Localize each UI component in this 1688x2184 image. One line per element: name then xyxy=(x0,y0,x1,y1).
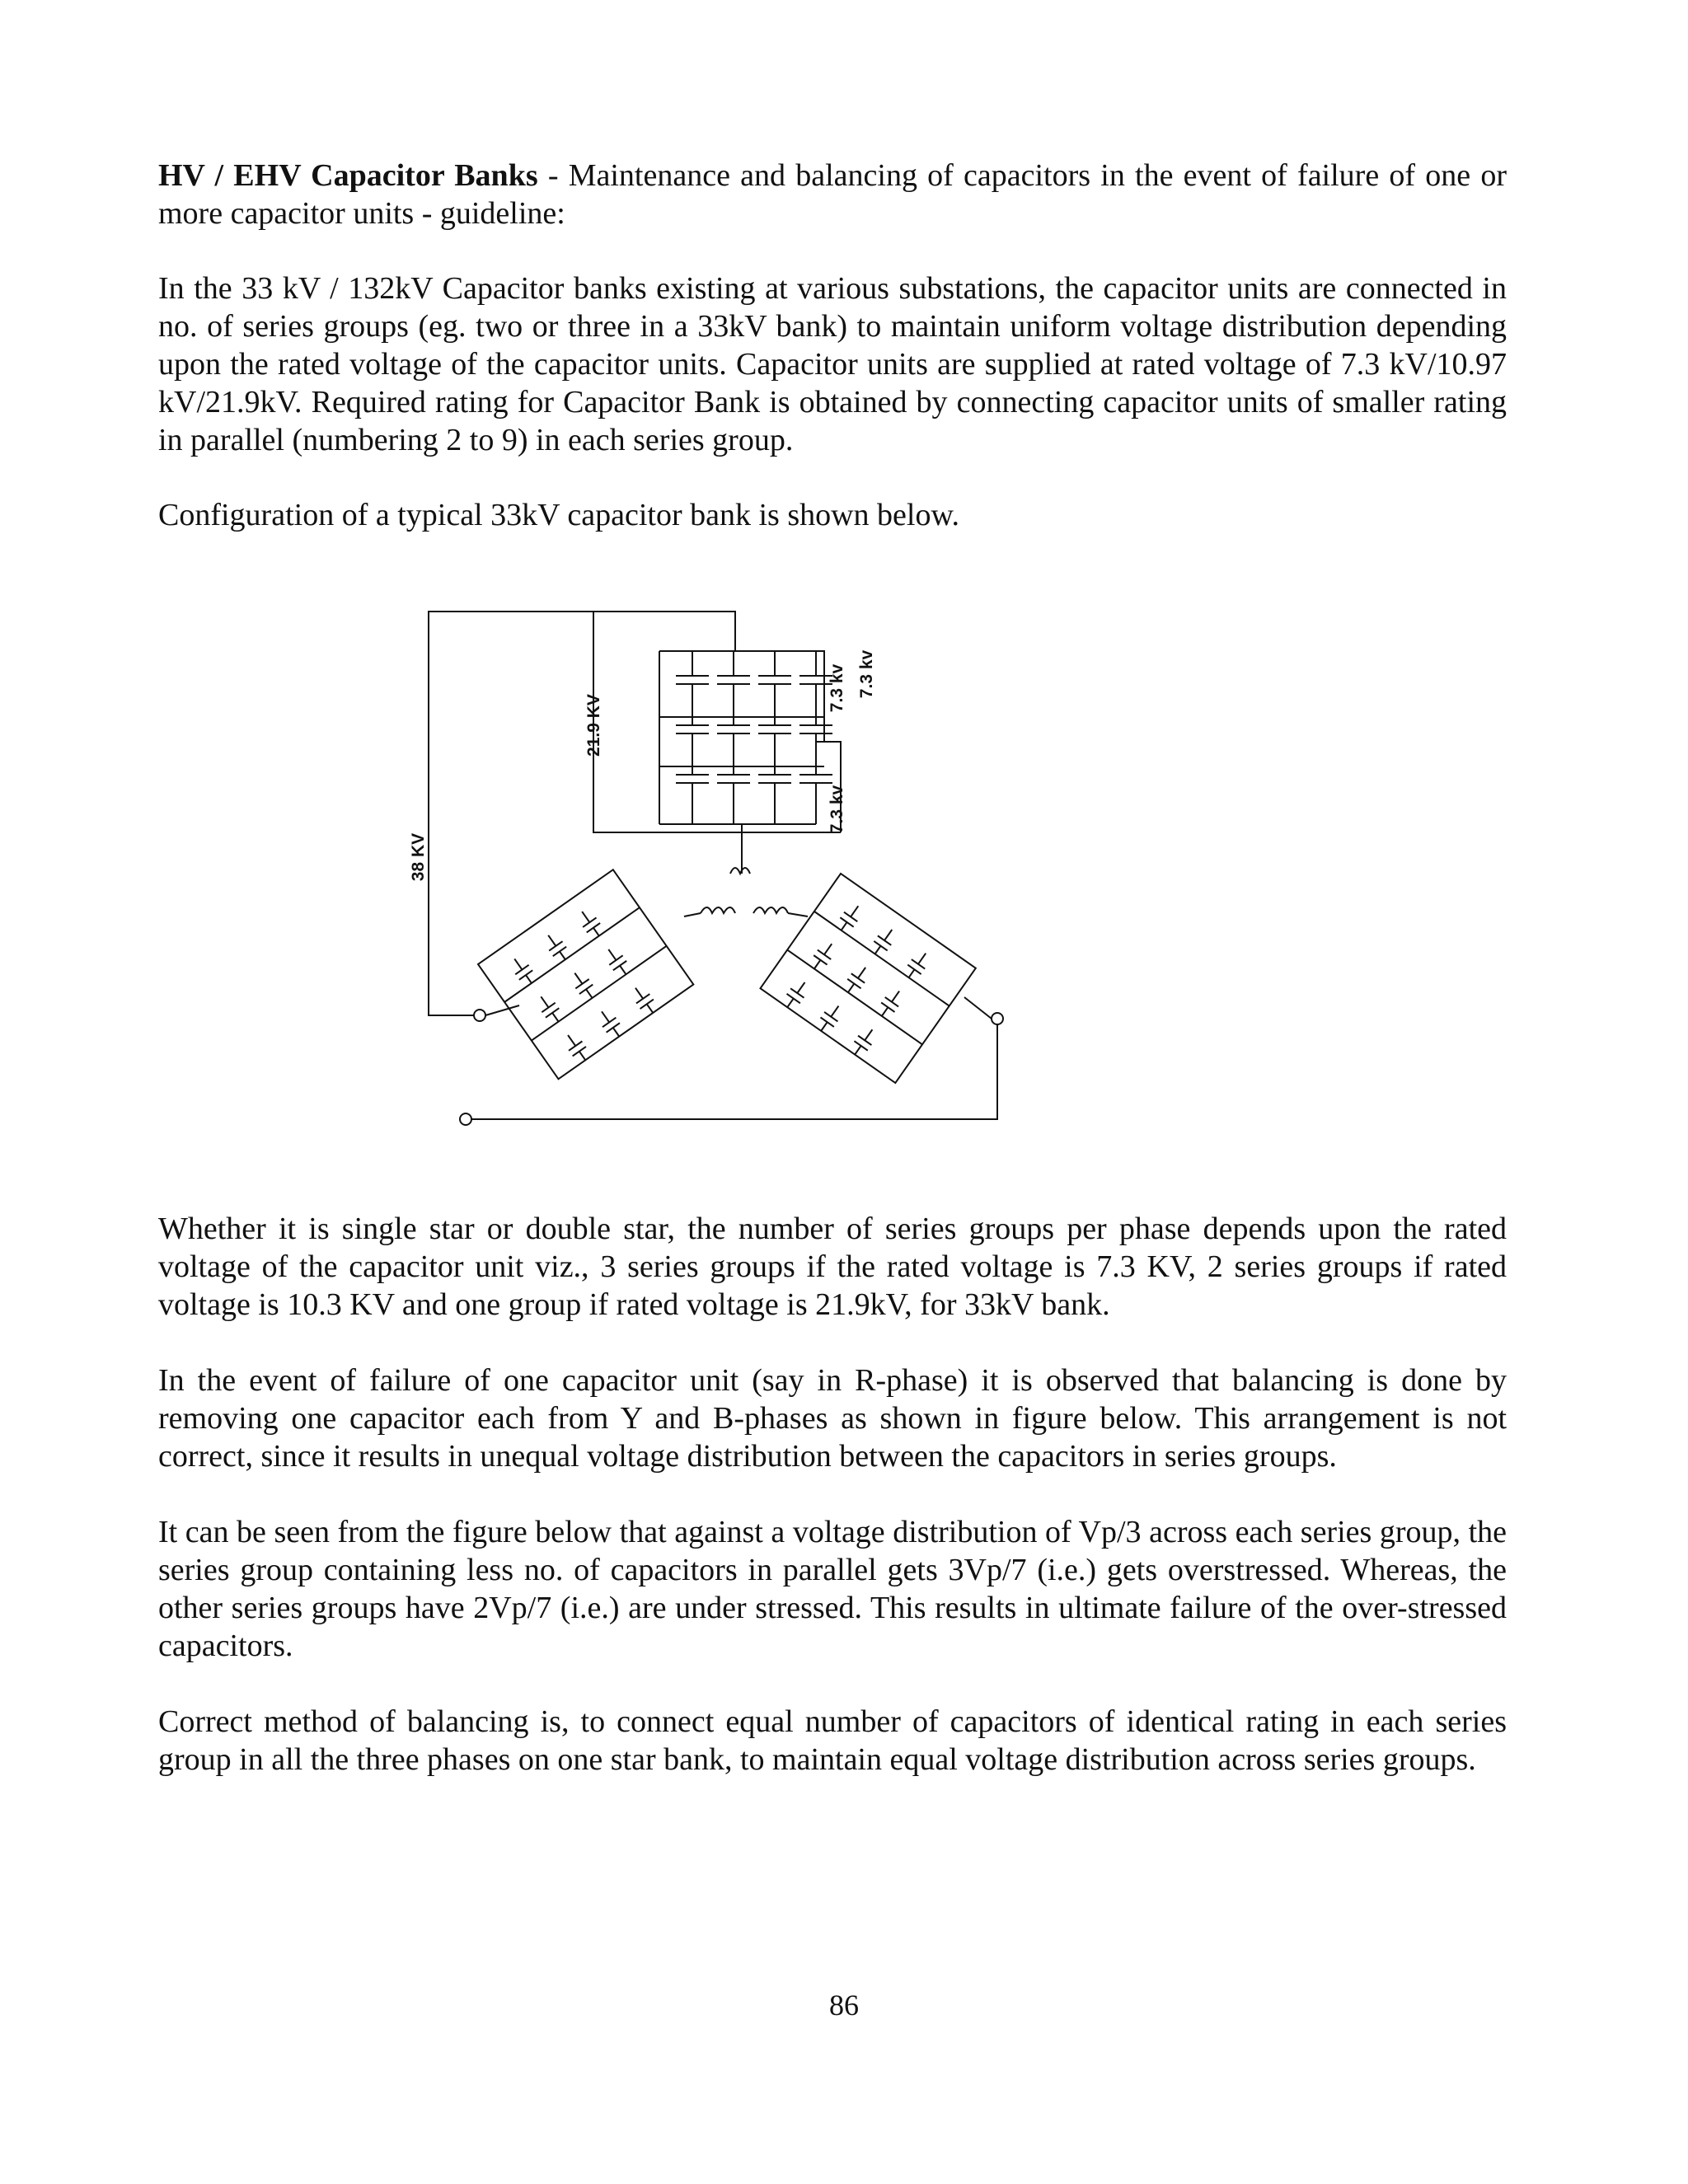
failure-paragraph: In the event of failure of one capacitor unit (say in R-phase) it is observed that balancing is done by removing one capacitor each from Y and B-phases as shown in figure below. This arrangement is not correct, since it results in unequal voltage distribution between the capacitors in series groups. xyxy=(158,1363,1507,1474)
stress-paragraph: It can be seen from the figure below that against a voltage distribution of Vp/3 across each series group, the series group containing less no. of capacitors in parallel gets 3Vp/7 (i.e.) gets overstressed. Whereas, the other series groups have 2Vp/7 (i.e.) are under stressed. This results in ultimate failure of the over-stressed capacitors. xyxy=(158,1515,1507,1663)
correct-method-paragraph: Correct method of balancing is, to connect equal number of capacitors of identical rating in each series group in all the three phases on one star bank, to maintain equal voltage distribution across series groups. xyxy=(158,1704,1507,1777)
heading-title: HV / EHV Capacitor Banks xyxy=(158,158,538,193)
heading-subtitle: - Maintenance and balancing of capacitors in the event of failure of one or more capacitor units - guideline: xyxy=(158,158,1507,231)
label-7-3kv-top: 7.3 kv xyxy=(828,663,846,713)
label-7-3kv-right: 7.3 kv xyxy=(857,649,876,699)
series-groups-paragraph: Whether it is single star or double star, the number of series groups per phase depends upon the rated voltage of the capacitor unit viz., 3 series groups if the rated voltage is 7.3 KV, 2 series groups if rated voltage is 10.3 KV and one group if rated voltage is 21.9kV, for 33kV bank. xyxy=(158,1212,1507,1322)
label-21-9kv: 21.9 KV xyxy=(584,694,603,757)
label-7-3kv-bottom: 7.3 kv xyxy=(828,785,846,834)
page-number: 86 xyxy=(829,1989,859,2022)
intro-paragraph: In the 33 kV / 132kV Capacitor banks existing at various substations, the capacitor units are connected in no. of series groups (eg. two or three in a 33kV bank) to maintain uniform voltage distribution depending upon the rated voltage of the capacitor units. Capacitor units are supplied at rated voltage of 7.3 kV/10.97 kV/21.9kV. Required rating for Capacitor Bank is obtained by connecting capacitor units of smaller rating in parallel (numbering 2 to 9) in each series group. xyxy=(158,271,1507,457)
heading-paragraph xyxy=(158,157,1507,232)
label-38kv: 38 KV xyxy=(409,832,428,882)
capacitor-bank-diagram xyxy=(409,602,1022,1129)
configuration-paragraph: Configuration of a typical 33kV capacitor bank is shown below. xyxy=(158,498,959,532)
